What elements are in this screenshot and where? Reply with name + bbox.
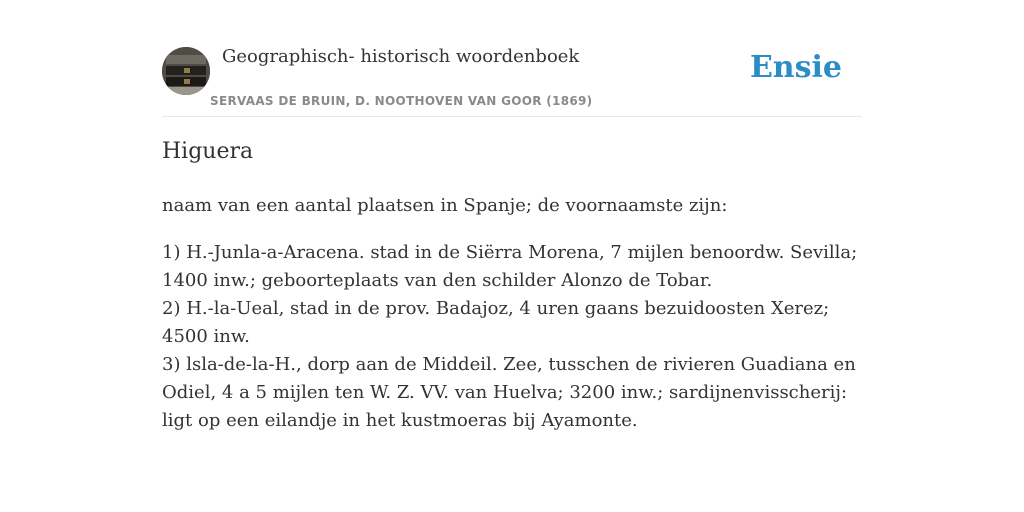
book-author: SERVAAS DE BRUIN, D. NOOTHOVEN VAN GOOR (1869) (210, 94, 593, 108)
entry-list (162, 239, 862, 435)
book-title[interactable]: Geographisch- historisch woordenboek (222, 46, 580, 67)
entry-card (162, 0, 862, 431)
book-header (162, 0, 862, 117)
entry-item: 2) H.-la-Ueal, stad in de prov. Badajoz, 4 uren gaans bezuidoosten Xerez; 4500 inw. (162, 298, 830, 347)
entry-item: 1) H.-Junla-a-Aracena. stad in de Siërra Morena, 7 mijlen benoordw. Sevilla; 1400 inw.; geboorteplaats van den schilder Alonzo de Tobar. (162, 242, 858, 291)
book-spines-icon (162, 47, 210, 95)
entry-intro: naam van een aantal plaatsen in Spanje; de voornaamste zijn: (162, 195, 728, 216)
ensie-logo[interactable]: Ensie (749, 50, 842, 85)
entry-title: Higuera (162, 139, 254, 164)
entry-item: 3) lsla-de-la-H., dorp aan de Middeil. Zee, tusschen de rivieren Guadiana en Odiel, 4 a 5 mijlen ten W. Z. VV. van Huelva; 3200 inw.; sardijnenvisscherij: ligt op een eilandje in het kustmoeras bij Ayamonte. (162, 354, 856, 431)
book-avatar[interactable] (162, 47, 210, 95)
